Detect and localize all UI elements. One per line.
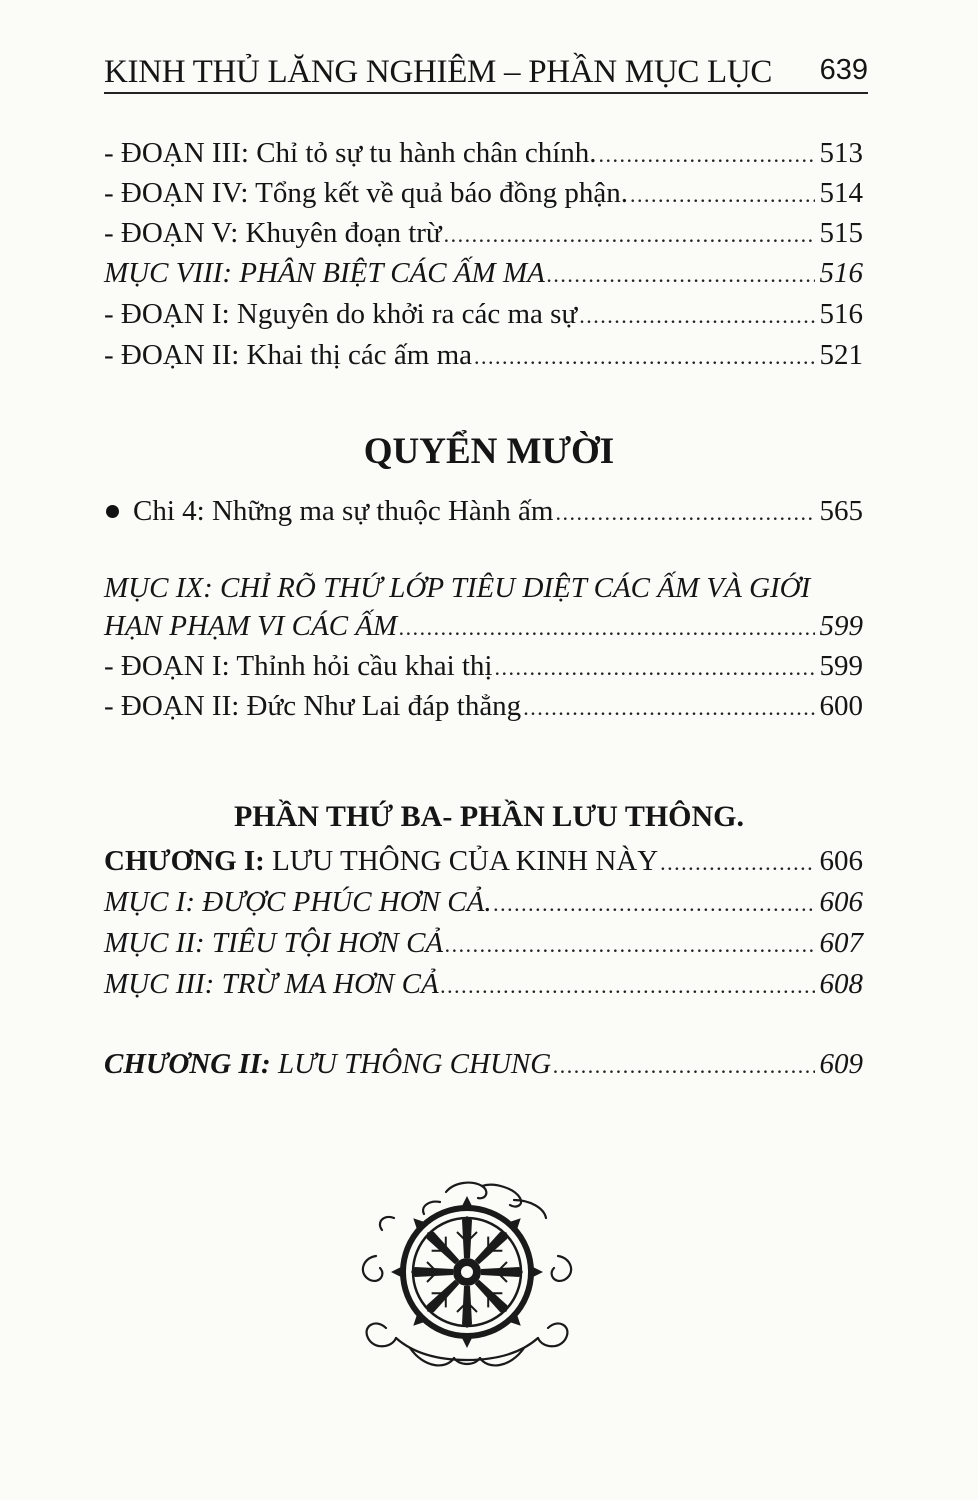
toc-entry: - ĐOẠN I: Nguyên do khởi ra các ma sự ..... 516 (104, 295, 863, 333)
toc-entry-chapter: CHƯƠNG I: LƯU THÔNG CỦA KINH NÀY ..... 606 (104, 842, 863, 880)
toc-entry-section: MỤC II: TIÊU TỘI HƠN CẢ ..... 607 (104, 924, 863, 962)
toc-entry: - ĐOẠN IV: Tổng kết về quả báo đồng phận. ..... 514 (104, 174, 863, 212)
toc-entry-section-line1: MỤC IX: CHỈ RÕ THỨ LỚP TIÊU DIỆT CÁC ẤM VÀ GIỚI (104, 572, 811, 604)
running-header (104, 52, 868, 94)
toc-entry: - ĐOẠN I: Thỉnh hỏi cầu khai thị ..... 599 (104, 647, 863, 685)
header-title: KINH THỦ LĂNG NGHIÊM – PHẦN MỤC LỤC (104, 54, 773, 90)
toc-entry-section: HẠN PHẠM VI CÁC ẤM ..... 599 (104, 607, 863, 645)
toc-entry-section: MỤC VIII: PHÂN BIỆT CÁC ẤM MA ..... 516 (104, 254, 863, 292)
dharma-wheel-icon (354, 1178, 580, 1372)
bullet-icon (106, 505, 119, 518)
toc-entry: - ĐOẠN III: Chỉ tỏ sự tu hành chân chính. ..... 513 (104, 134, 863, 172)
volume-title: QUYỂN MƯỜI (363, 431, 615, 472)
part-title: PHẦN THỨ BA- PHẦN LƯU THÔNG. (233, 800, 744, 833)
header-page-number: 639 (819, 54, 868, 86)
toc-entry: - ĐOẠN II: Đức Như Lai đáp thẳng ..... 600 (104, 687, 863, 725)
toc-entry: - ĐOẠN V: Khuyên đoạn trừ ..... 515 (104, 214, 863, 252)
toc-entry-bullet: Chi 4: Những ma sự thuộc Hành ấm ..... 565 (104, 492, 863, 530)
toc-entry-chapter: CHƯƠNG II: LƯU THÔNG CHUNG ..... 609 (104, 1045, 863, 1083)
toc-entry-section: MỤC I: ĐƯỢC PHÚC HƠN CẢ. ..... 606 (104, 883, 863, 921)
toc-entry: - ĐOẠN II: Khai thị các ấm ma ..... 521 (104, 336, 863, 374)
toc-entry-section: MỤC III: TRỪ MA HƠN CẢ ..... 608 (104, 965, 863, 1003)
